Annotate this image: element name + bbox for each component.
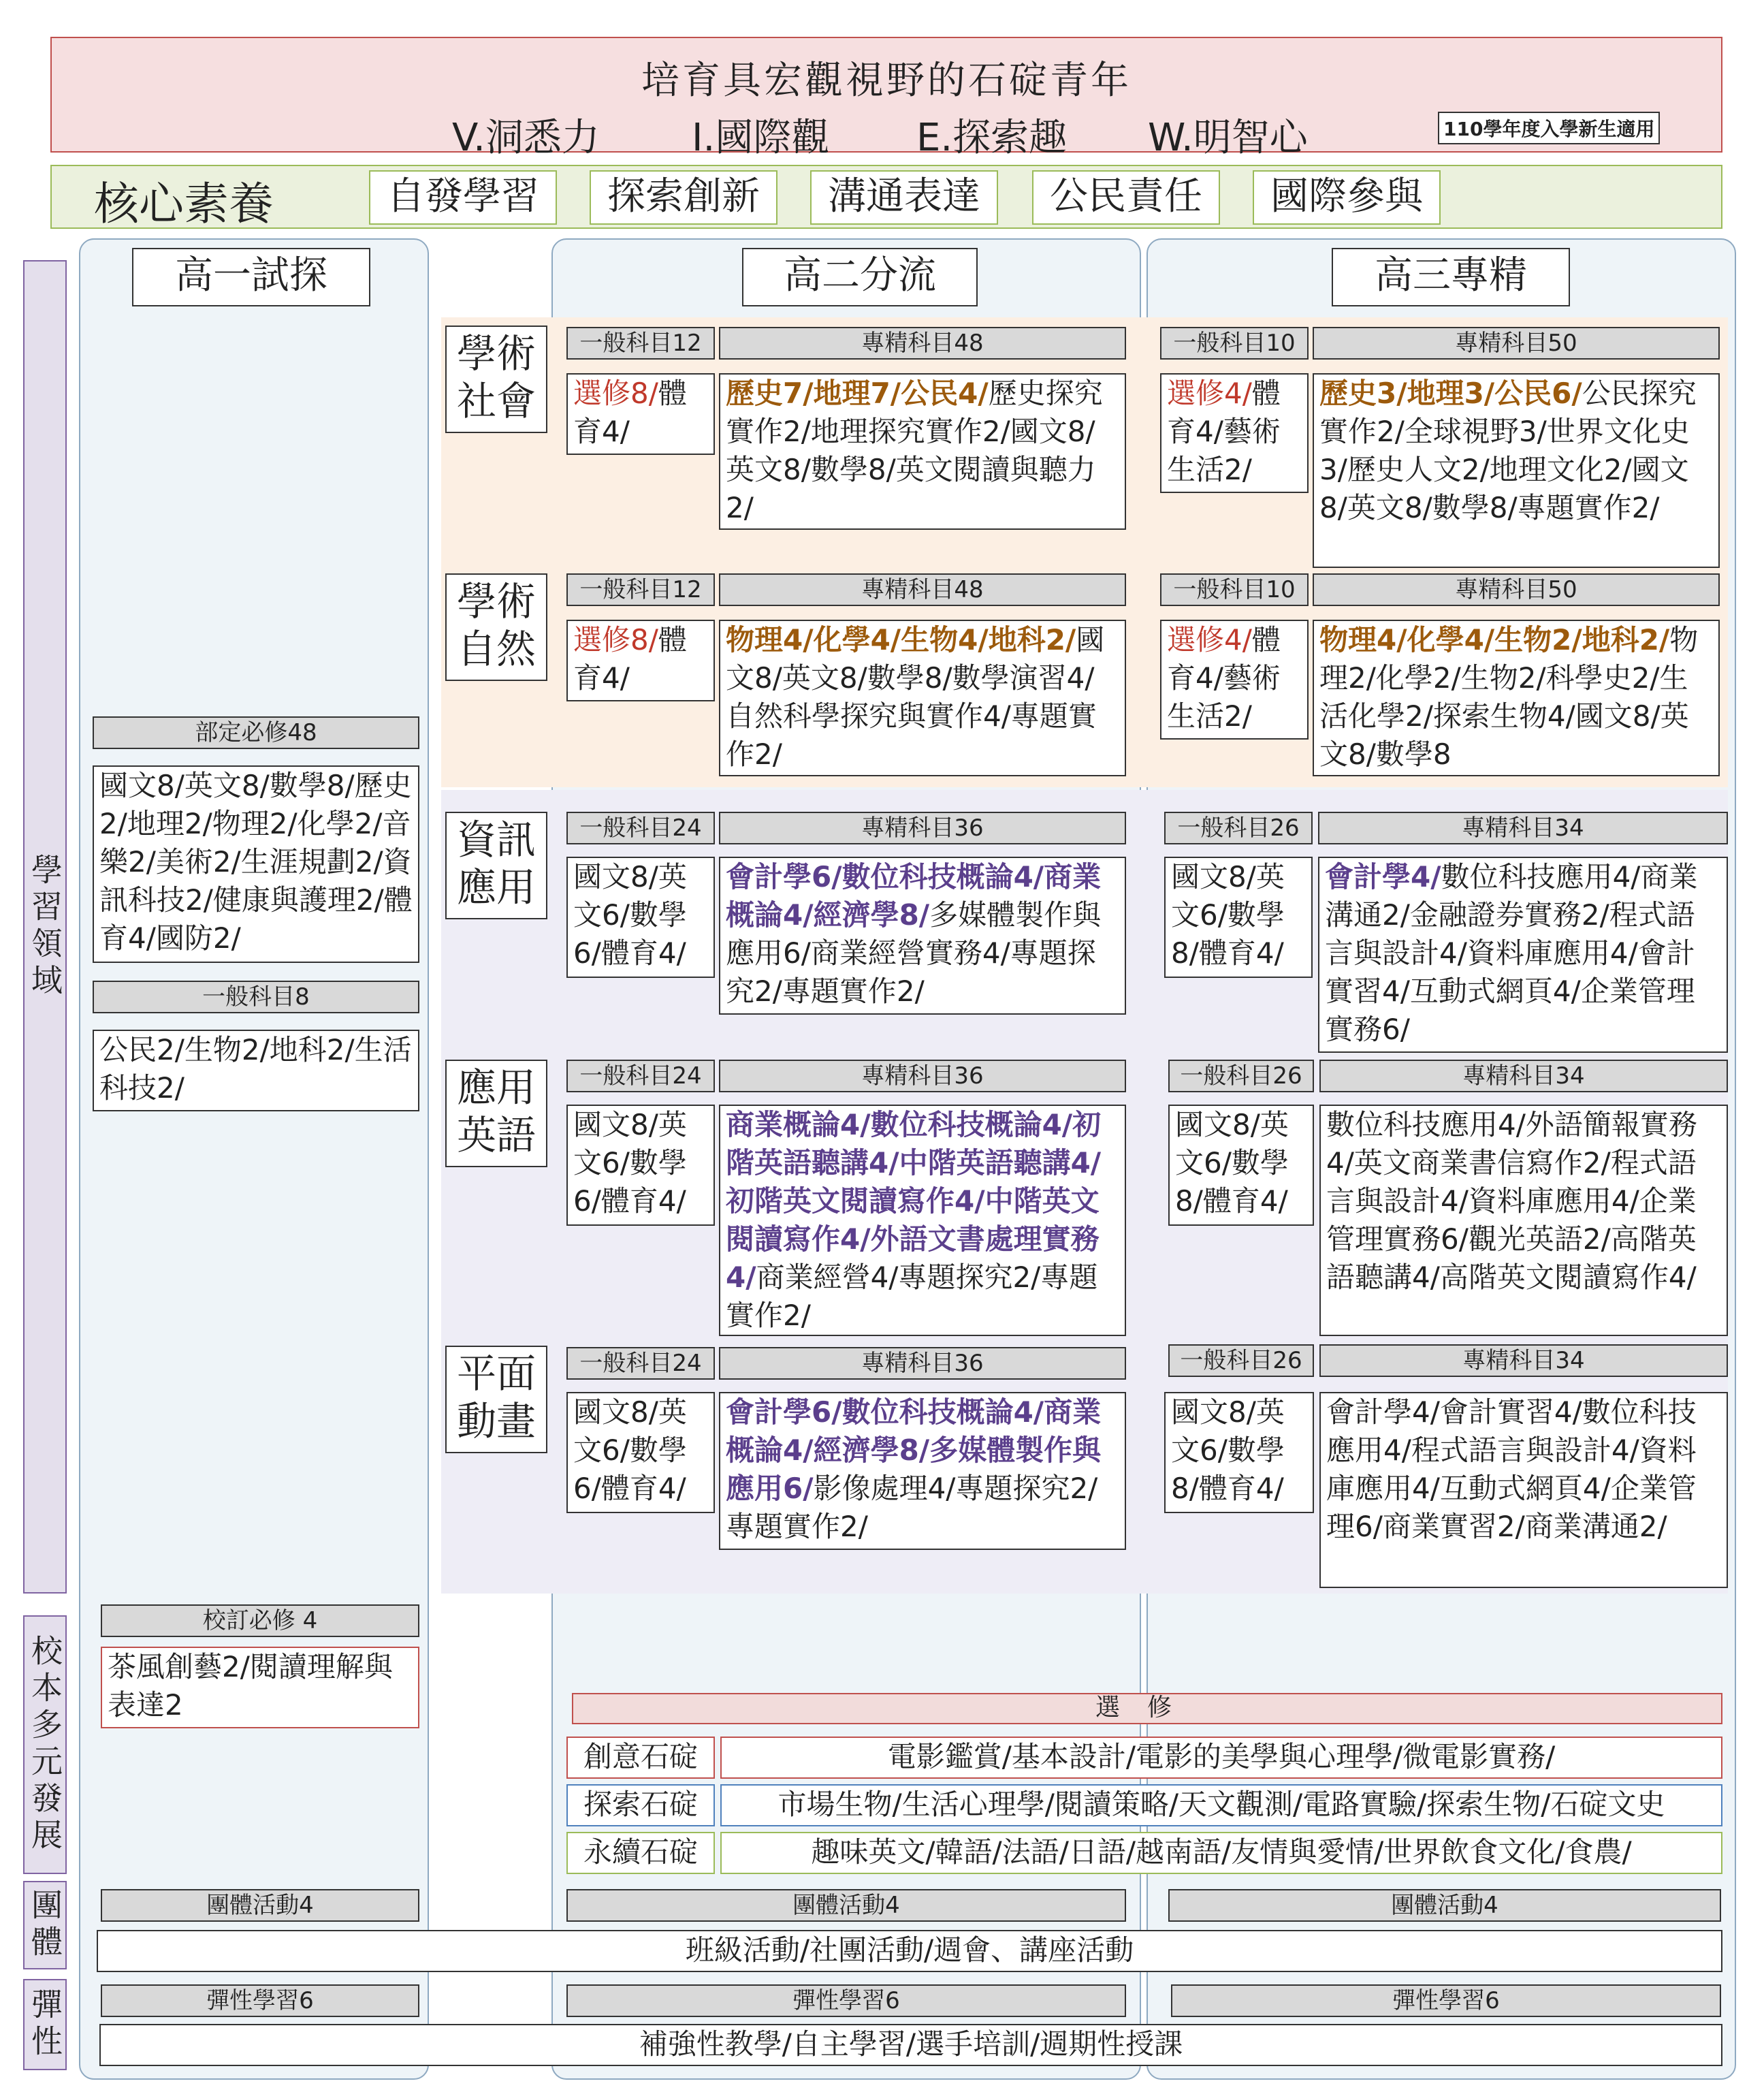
elective-label-explore: 探索石碇 [566, 1784, 715, 1826]
core-item-international: 國際參與 [1253, 170, 1441, 225]
stream-applied-english: 應用英語 [445, 1060, 547, 1167]
g2-anim-specialized-header: 專精科目36 [719, 1347, 1126, 1380]
core-item-civic: 公民責任 [1032, 170, 1220, 225]
g3-english-specialized-subjects: 數位科技應用4/外語簡報實務4/英文商業書信寫作2/程式語言與設計4/資料庫應用4/企業管理實務6/觀光英語2/高階英語聽講4/高階英文閱讀寫作4/ [1319, 1105, 1728, 1336]
g2-info-specialized-subjects: 會計學6/數位科技概論4/商業概論4/經濟學8/多媒體製作與應用6/商業經營實務4/專題探究2/專題實作2/ [719, 857, 1126, 1015]
g3-science-general-header: 一般科目10 [1160, 573, 1309, 606]
core-title: 核心素養 [94, 178, 274, 230]
elective-label-sustain: 永續石碇 [566, 1832, 715, 1874]
group-activity-list: 班級活動/社團活動/週會、講座活動 [97, 1930, 1722, 1972]
g3-social-specialized-header: 專精科目50 [1313, 327, 1720, 360]
g2-anim-specialized-subjects: 會計學6/數位科技概論4/商業概論4/經濟學8/多媒體製作與應用6/影像處理4/專題探究2/專題實作2/ [719, 1392, 1126, 1550]
g3-info-general-subjects: 國文8/英文6/數學8/體育4/ [1164, 857, 1313, 978]
g3-info-general-header: 一般科目26 [1164, 812, 1313, 844]
elective-list-explore: 市場生物/生活心理學/閱讀策略/天文觀測/電路實驗/探索生物/石碇文史 [720, 1784, 1722, 1826]
grade-3-title: 高三專精 [1332, 248, 1570, 306]
stream-graphic-animation: 平面動畫 [445, 1346, 547, 1453]
g3-social-specialized-subjects: 歷史3/地理3/公民6/公民探究實作2/全球視野3/世界文化史3/歷史人文2/地理文化2/國文8/英文8/數學8/專題實作2/ [1313, 373, 1720, 568]
side-label-learning: 學習領域 [23, 260, 67, 1594]
elective-label-creative: 創意石碇 [566, 1737, 715, 1779]
g2-flex-learning-header: 彈性學習6 [566, 1984, 1126, 2017]
g2-anim-general-subjects: 國文8/英文6/數學6/體育4/ [566, 1392, 715, 1513]
g3-english-specialized-header: 專精科目34 [1319, 1060, 1728, 1092]
elective-list-creative: 電影鑑賞/基本設計/電影的美學與心理學/微電影實務/ [720, 1737, 1722, 1779]
g3-info-specialized-subjects: 會計學4/數位科技應用4/商業溝通2/金融證券實務2/程式語言與設計4/資料庫應用4/會計實習4/互動式網頁4/企業管理實務6/ [1318, 857, 1728, 1053]
g3-anim-specialized-header: 專精科目34 [1319, 1344, 1728, 1377]
g3-anim-general-subjects: 國文8/英文6/數學8/體育4/ [1164, 1392, 1314, 1513]
g1-flex-learning-header: 彈性學習6 [101, 1984, 419, 2017]
grade-1-column [79, 238, 429, 2080]
elective-list-sustain: 趣味英文/韓語/法語/日語/越南語/友情與愛情/世界飲食文化/食農/ [720, 1832, 1722, 1874]
g3-science-specialized-header: 專精科目50 [1313, 573, 1720, 606]
g1-required-header: 部定必修48 [93, 716, 419, 749]
g3-info-specialized-header: 專精科目34 [1318, 812, 1728, 844]
g3-english-general-header: 一般科目26 [1168, 1060, 1314, 1092]
stream-academic-social: 學術社會 [445, 326, 547, 433]
g1-general-header: 一般科目8 [93, 981, 419, 1013]
value-w: W.明智心 [1148, 116, 1308, 160]
g2-anim-general-header: 一般科目24 [566, 1347, 715, 1380]
electives-header: 選修 [572, 1693, 1722, 1724]
stream-info-application: 資訊應用 [445, 812, 547, 919]
g1-group-activity-header: 團體活動4 [101, 1889, 419, 1922]
g2-science-specialized-header: 專精科目48 [719, 573, 1126, 606]
vision-banner [50, 37, 1722, 160]
g1-school-required-subjects: 茶風創藝2/閱讀理解與表達2 [101, 1647, 419, 1728]
side-label-school: 校本多元發展 [23, 1615, 67, 1874]
side-label-group: 團體 [23, 1881, 67, 1969]
grade-2-title: 高二分流 [742, 248, 978, 306]
g2-info-general-header: 一般科目24 [566, 812, 715, 844]
core-item-communication: 溝通表達 [810, 170, 998, 225]
g2-info-general-subjects: 國文8/英文6/數學6/體育4/ [566, 857, 715, 978]
side-label-flex: 彈性 [23, 1979, 67, 2070]
g1-school-required-header: 校訂必修 4 [101, 1604, 419, 1637]
g2-info-specialized-header: 專精科目36 [719, 812, 1126, 844]
g3-anim-general-header: 一般科目26 [1168, 1344, 1314, 1377]
g3-social-general-subjects: 選修4/體育4/藝術生活2/ [1160, 373, 1309, 493]
g1-general-subjects: 公民2/生物2/地科2/生活科技2/ [93, 1030, 419, 1111]
value-e: E.探索趣 [916, 116, 1068, 160]
core-competency-bar [50, 165, 1722, 229]
applicable-year-note: 110學年度入學新生適用 [1438, 112, 1660, 144]
g3-group-activity-header: 團體活動4 [1168, 1889, 1721, 1922]
grade-1-title: 高一試探 [132, 248, 370, 306]
g2-science-specialized-subjects: 物理4/化學4/生物4/地科2/國文8/英文8/數學8/數學演習4/自然科學探究與實作4/專題實作2/ [719, 620, 1126, 776]
g2-science-general-subjects: 選修8/體育4/ [566, 620, 715, 701]
vision-title: 培育具宏觀視野的石碇青年 [641, 59, 1132, 103]
g3-social-general-header: 一般科目10 [1160, 327, 1309, 360]
g2-english-general-subjects: 國文8/英文6/數學6/體育4/ [566, 1105, 715, 1226]
g2-english-specialized-header: 專精科目36 [719, 1060, 1126, 1092]
g2-social-specialized-subjects: 歷史7/地理7/公民4/歷史探究實作2/地理探究實作2/國文8/英文8/數學8/英文閱讀與聽力2/ [719, 373, 1126, 530]
g2-english-specialized-subjects: 商業概論4/數位科技概論4/初階英語聽講4/中階英語聽講4/初階英文閱讀寫作4/中階英文閱讀寫作4/外語文書處理實務4/商業經營4/專題探究2/專題實作2/ [719, 1105, 1126, 1336]
g2-science-general-header: 一般科目12 [566, 573, 715, 606]
g3-flex-learning-header: 彈性學習6 [1171, 1984, 1721, 2017]
stream-academic-science: 學術自然 [445, 573, 547, 681]
flex-learning-list: 補強性教學/自主學習/選手培訓/週期性授課 [99, 2024, 1722, 2066]
core-item-self-learning: 自發學習 [369, 170, 557, 225]
value-i: I.國際觀 [692, 116, 830, 160]
g2-social-general-subjects: 選修8/體育4/ [566, 373, 715, 455]
g2-group-activity-header: 團體活動4 [566, 1889, 1126, 1922]
core-item-innovation: 探索創新 [590, 170, 777, 225]
g2-social-general-header: 一般科目12 [566, 327, 715, 360]
g3-science-specialized-subjects: 物理4/化學4/生物2/地科2/物理2/化學2/生物2/科學史2/生活化學2/探索生物4/國文8/英文8/數學8 [1313, 620, 1720, 776]
g1-required-subjects: 國文8/英文8/數學8/歷史2/地理2/物理2/化學2/音樂2/美術2/生涯規劃2/資訊科技2/健康與護理2/體育4/國防2/ [93, 765, 419, 963]
g3-anim-specialized-subjects: 會計學4/會計實習4/數位科技應用4/程式語言與設計4/資料庫應用4/互動式網頁4/企業管理6/商業實習2/商業溝通2/ [1319, 1392, 1728, 1588]
g3-science-general-subjects: 選修4/體育4/藝術生活2/ [1160, 620, 1309, 740]
g2-english-general-header: 一般科目24 [566, 1060, 715, 1092]
value-v: V.洞悉力 [452, 116, 600, 160]
g2-social-specialized-header: 專精科目48 [719, 327, 1126, 360]
g3-english-general-subjects: 國文8/英文6/數學8/體育4/ [1168, 1105, 1314, 1226]
